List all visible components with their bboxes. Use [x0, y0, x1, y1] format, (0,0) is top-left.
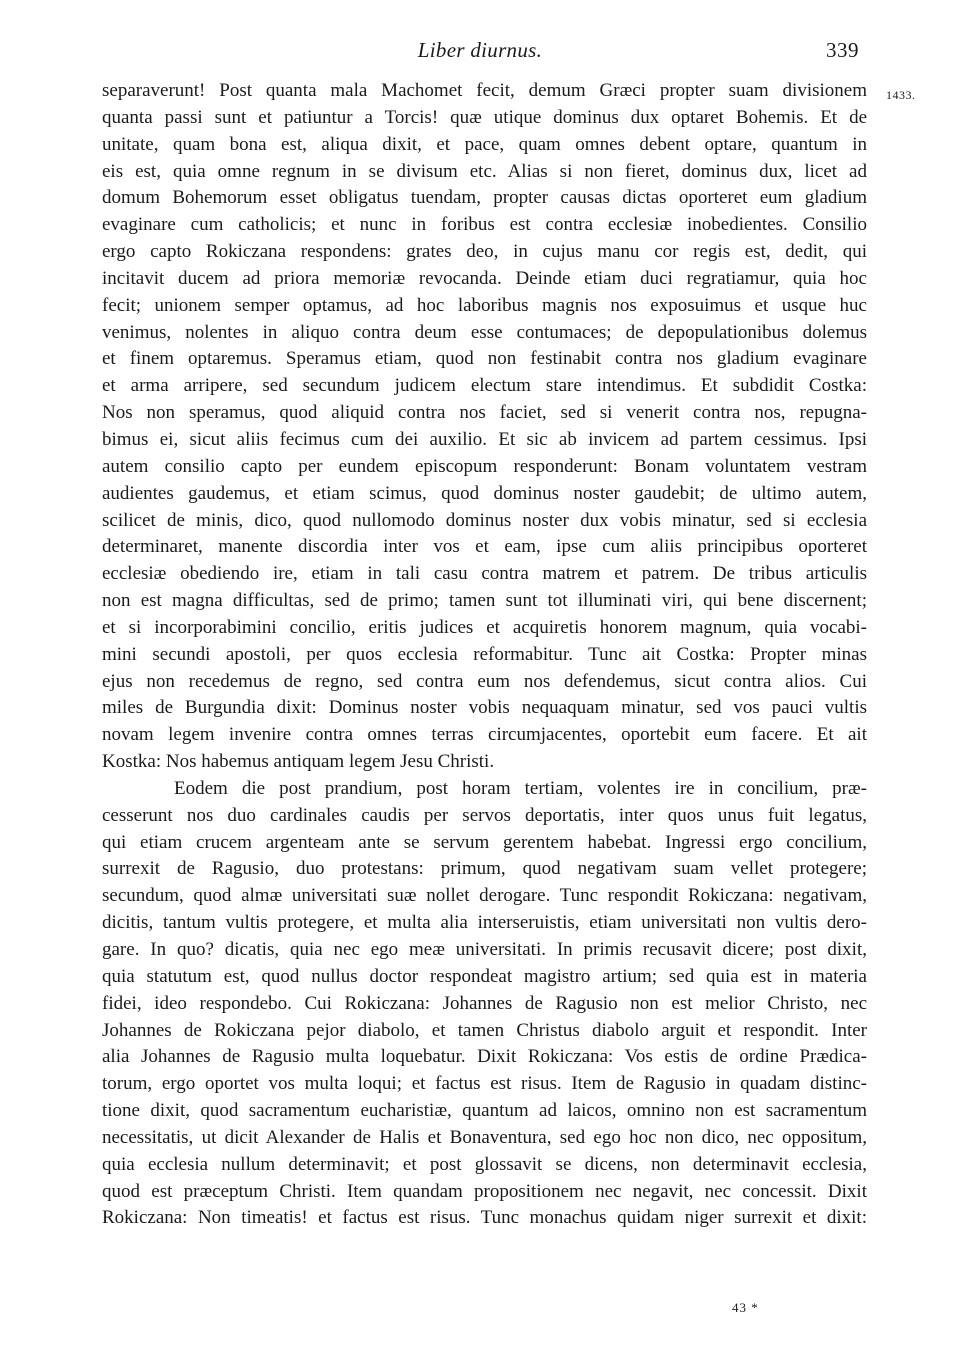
text-line: torum, ergo oportet vos multa loqui; et factus est risus. Item de Ragusio in quadam distinc- — [102, 1073, 867, 1095]
text-line: quia statutum est, quod nullus doctor respondeat magistro artium; sed quia est in materia — [102, 965, 867, 987]
text-line: et finem optaremus. Speramus etiam, quod non festinabit contra nos gladium evaginare — [102, 348, 867, 370]
text-line: fidei, ideo respondebo. Cui Rokiczana: Johannes de Ragusio non est melior Christo, nec — [102, 992, 867, 1014]
text-line: eis est, quia omne regnum in se divisum etc. Alias si non fieret, dominus dux, licet ad — [102, 160, 867, 182]
text-line: domum Bohemorum esset obligatus tuendam, propter causas dictas oporteret eum gladium — [102, 187, 867, 209]
text-line: secundum, quod almæ universitati suæ nollet derogare. Tunc respondit Rokiczana: negativam, — [102, 885, 867, 907]
text-line: et si incorporabimini concilio, eritis judices et acquiretis honorem magnum, quia vocabi- — [102, 616, 867, 638]
text-line: evaginare cum catholicis; et nunc in foribus est contra ecclesiæ inobedientes. Consilio — [102, 214, 867, 236]
page-number: 339 — [826, 38, 859, 62]
text-line: cesserunt nos duo cardinales caudis per servos deportatis, inter quos unus fuit legatus, — [102, 804, 867, 826]
text-line: quanta passi sunt et patiuntur a Torcis! quæ utique dominus dux optaret Bohemis. Et de — [102, 106, 867, 128]
text-line: ecclesiæ obediendo ire, etiam in tali casu contra matrem et patrem. De tribus articulis — [102, 563, 867, 585]
printer-signature-mark: 43 * — [732, 1300, 759, 1315]
text-line: mini secundi apostoli, per quos ecclesia reformabitur. Tunc ait Costka: Propter minas — [102, 643, 867, 665]
text-line: gare. In quo? dicatis, quia nec ego meæ universitati. In primis recusavit dicere; post dixit, — [102, 939, 867, 960]
body-text — [102, 78, 867, 1232]
text-line: ergo capto Rokiczana respondens: grates deo, in cujus manu cor regis est, dedit, qui — [102, 241, 867, 263]
running-title: Liber diurnus. — [417, 38, 543, 62]
text-line: dicitis, tantum vultis protegere, et multa alia interseruistis, etiam universitati non vultis dero- — [102, 912, 867, 934]
text-line: necessitatis, ut dicit Alexander de Halis et Bonaventura, sed ego hoc non dico, nec oppositum, — [102, 1126, 867, 1148]
text-line: fecit; unionem semper optamus, ad hoc laboribus magnis nos exposuimus et usque huc — [102, 294, 867, 316]
text-line: quia ecclesia nullum determinavit; et post glossavit se dicens, non determinavit ecclesia, — [102, 1153, 867, 1175]
text-line: scilicet de minis, dico, quod nullomodo dominus noster dux vobis minatur, sed si ecclesia — [102, 509, 867, 531]
text-line: incitavit ducem ad priora memoriæ revocanda. Deinde etiam duci regratiamur, quia hoc — [102, 267, 867, 289]
text-line: surrexit de Ragusio, duo protestans: primum, quod negativam suam vellet protegere; — [102, 858, 867, 880]
text-line: unitate, quam bona est, aliqua dixit, et pace, quam omnes debent optare, quantum in — [102, 133, 867, 155]
paragraph-start-line: Eodem die post prandium, post horam tertiam, volentes ire in concilium, præ- — [174, 777, 867, 799]
text-line: separaverunt! Post quanta mala Machomet fecit, demum Græci propter suam divisionem — [102, 80, 867, 101]
text-line: Nos non speramus, quod aliquid contra nos faciet, sed si venerit contra nos, repugna- — [102, 402, 867, 424]
text-line: autem consilio capto per eundem episcopum responderunt: Bonam voluntatem vestram — [102, 455, 867, 477]
text-line: tione dixit, quod sacramentum eucharistiæ, quantum ad laicos, omnino non est sacramentum — [102, 1100, 867, 1122]
text-line: ejus non recedemus de regno, sed contra eum nos defendemus, sicut contra alios. Cui — [102, 670, 867, 692]
text-line: et arma arripere, sed secundum judicem electum stare intendimus. Et subdidit Costka: — [102, 375, 867, 397]
text-line: miles de Burgundia dixit: Dominus noster vobis nequaquam minatur, sed vos pauci vultis — [102, 697, 867, 719]
paragraph-end-line: Kostka: Nos habemus antiquam legem Jesu Christi. — [102, 751, 495, 773]
text-line: quod est præceptum Christi. Item quandam propositionem nec negavit, nec concessit. Dixit — [102, 1180, 867, 1202]
text-line: non est magna difficultas, sed de primo; tamen sunt tot illuminati viri, qui bene discernent; — [102, 590, 867, 612]
text-line: qui etiam crucem argenteam ante se servum gerentem habebat. Ingressi ergo concilium, — [102, 831, 867, 853]
text-line: determinaret, manente discordia inter vos et eam, ipse cum aliis principibus oporteret — [102, 536, 867, 558]
text-line: Johannes de Rokiczana pejor diabolo, et tamen Christus diabolo arguit et respondit. Inter — [102, 1019, 867, 1041]
text-line: Rokiczana: Non timeatis! et factus est risus. Tunc monachus quidam niger surrexit et dixit: — [102, 1207, 867, 1229]
text-line: venimus, nolentes in aliquo contra deum esse contumaces; de depopulationibus dolemus — [102, 321, 867, 343]
text-line: alia Johannes de Ragusio multa loquebatur. Dixit Rokiczana: Vos estis de ordine Prædica- — [102, 1046, 867, 1068]
text-line: novam legem invenire contra omnes terras circumjacentes, oportebit eum facere. Et ait — [102, 724, 867, 746]
margin-year-note: 1433. — [886, 88, 916, 102]
text-line: bimus ei, sicut aliis fecimus cum dei auxilio. Et sic ab invicem ad partem cessimus. Ipsi — [102, 428, 867, 450]
text-line: audientes gaudemus, et etiam scimus, quod dominus noster gaudebit; de ultimo autem, — [102, 482, 867, 504]
